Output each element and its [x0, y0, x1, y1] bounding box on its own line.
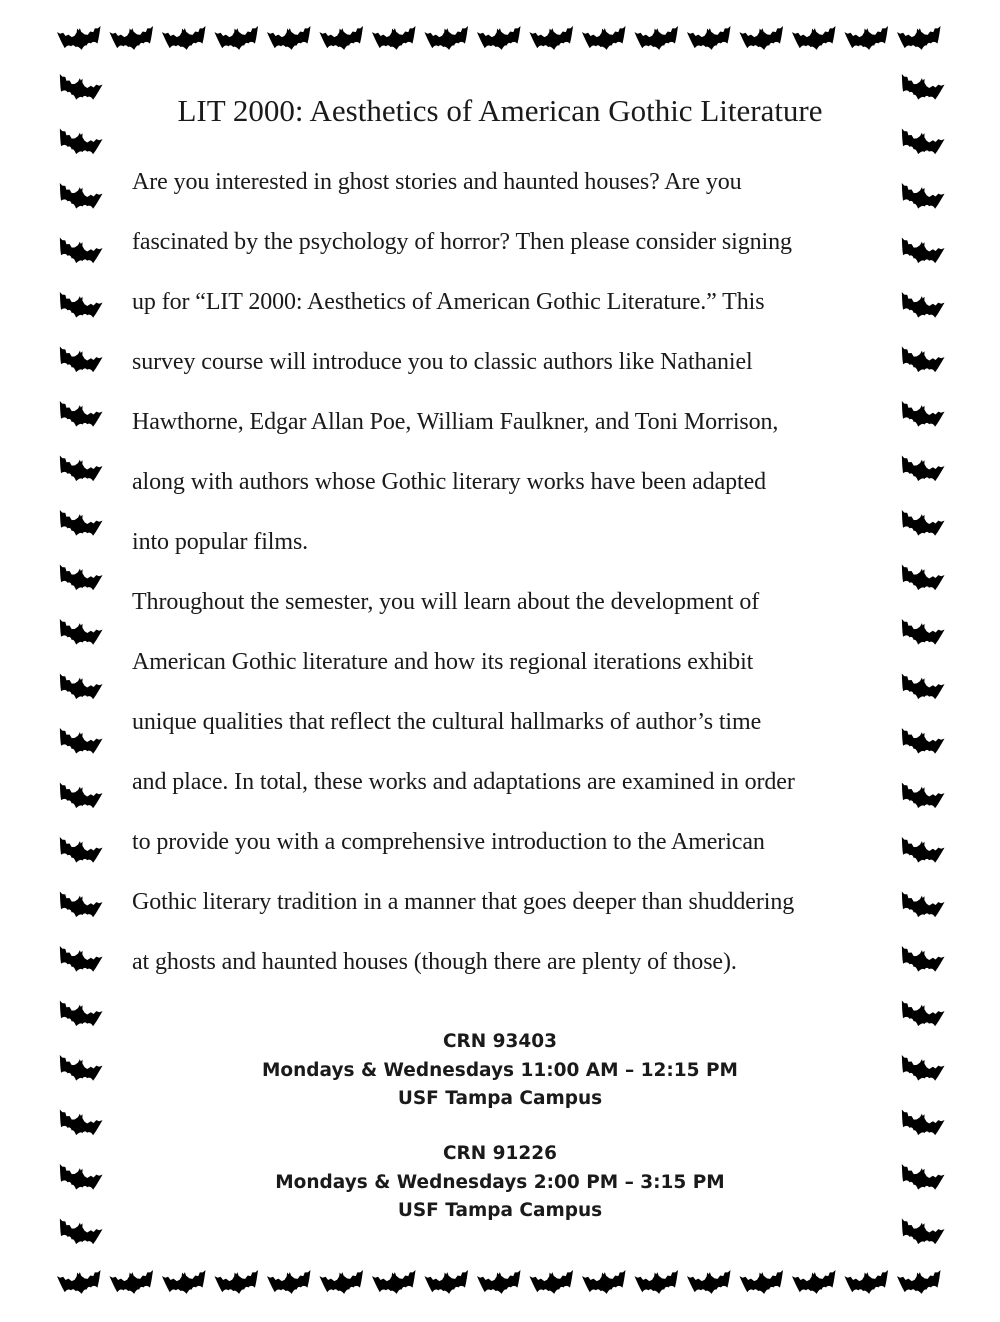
bat-icon: [634, 25, 681, 53]
bat-icon: [424, 25, 471, 53]
bat-icon: [214, 25, 261, 53]
bat-icon: [844, 25, 891, 53]
bat-icon: [897, 25, 944, 53]
paragraph-line: American Gothic literature and how its regional iterations exhibit: [132, 649, 754, 675]
bat-icon: [739, 25, 786, 53]
bat-icon: [529, 1269, 576, 1297]
paragraph-line: and place. In total, these works and adaptations are examined in order: [132, 769, 795, 795]
class-schedule: Mondays & Wednesdays 11:00 AM – 12:15 PM: [262, 1059, 738, 1081]
bat-icon: [844, 1269, 891, 1297]
bat-icon: [687, 1269, 734, 1297]
bat-icon: [55, 618, 103, 650]
paragraph-line: Are you interested in ghost stories and haunted houses? Are you: [132, 169, 742, 195]
bat-icon: [634, 1269, 681, 1297]
bat-icon: [55, 182, 103, 214]
bat-icon: [55, 128, 103, 160]
bat-icon: [897, 727, 945, 759]
bat-icon: [687, 25, 734, 53]
bat-icon: [897, 400, 945, 432]
bat-icon: [897, 182, 945, 214]
bat-icon: [55, 509, 103, 541]
bat-icon: [897, 291, 945, 323]
bat-icon: [897, 509, 945, 541]
bat-icon: [55, 346, 103, 378]
bat-icon: [55, 564, 103, 596]
bat-icon: [214, 1269, 261, 1297]
bat-icon: [319, 25, 366, 53]
bat-icon: [897, 891, 945, 923]
crn-number: CRN 93403: [442, 1031, 558, 1052]
paragraph-line: fascinated by the psychology of horror? Then please consider signing: [132, 229, 792, 255]
bat-icon: [582, 1269, 629, 1297]
paragraph-line: Throughout the semester, you will learn about the development of: [132, 589, 760, 615]
bat-icon: [897, 237, 945, 269]
page-title: LIT 2000: Aesthetics of American Gothic Literature: [177, 93, 823, 128]
bat-icon: [897, 564, 945, 596]
paragraph-line: up for “LIT 2000: Aesthetics of American Gothic Literature.” This: [132, 289, 765, 315]
bat-icon: [897, 346, 945, 378]
bat-icon: [372, 25, 419, 53]
paragraph-line: unique qualities that reflect the cultural hallmarks of author’s time: [132, 709, 762, 735]
bat-icon: [55, 782, 103, 814]
bat-icon: [792, 1269, 839, 1297]
campus-location: USF Tampa Campus: [397, 1200, 603, 1221]
bat-icon: [897, 455, 945, 487]
bat-icon: [55, 836, 103, 868]
bat-icon: [267, 1269, 314, 1297]
paragraph-line: survey course will introduce you to classic authors like Nathaniel: [132, 349, 753, 375]
bat-icon: [897, 128, 945, 160]
bat-icon: [162, 25, 209, 53]
paragraph-line: at ghosts and haunted houses (though there are plenty of those).: [132, 949, 737, 975]
paragraph-line: along with authors whose Gothic literary works have been adapted: [132, 469, 767, 495]
bat-icon: [55, 727, 103, 759]
bat-icon: [57, 25, 104, 53]
bat-icon: [897, 782, 945, 814]
bat-icon: [267, 25, 314, 53]
bat-icon: [897, 618, 945, 650]
bat-icon: [424, 1269, 471, 1297]
campus-location: USF Tampa Campus: [397, 1088, 603, 1109]
bat-icon: [55, 291, 103, 323]
bat-icon: [55, 400, 103, 432]
bat-icon: [897, 673, 945, 705]
bat-icon: [319, 1269, 366, 1297]
bat-icon: [897, 1000, 945, 1032]
paragraph-line: Hawthorne, Edgar Allan Poe, William Faulkner, and Toni Morrison,: [132, 409, 779, 435]
paragraph-line: into popular films.: [132, 529, 309, 555]
paragraph-line: to provide you with a comprehensive introduction to the American: [132, 829, 765, 855]
bat-icon: [477, 1269, 524, 1297]
bat-icon: [55, 1000, 103, 1032]
bat-icon: [55, 455, 103, 487]
bat-icon: [109, 1269, 156, 1297]
paragraph-line: Gothic literary tradition in a manner that goes deeper than shuddering: [132, 889, 795, 915]
bat-icon: [739, 1269, 786, 1297]
bat-icon: [529, 25, 576, 53]
intro-paragraph: [132, 152, 872, 572]
bat-icon: [582, 25, 629, 53]
bat-icon: [372, 1269, 419, 1297]
course-section-info: [0, 1140, 1000, 1226]
bat-icon: [55, 891, 103, 923]
course-section-info: [0, 1028, 1000, 1114]
bat-icon: [162, 1269, 209, 1297]
bat-icon: [109, 25, 156, 53]
bat-icon: [57, 1269, 104, 1297]
bat-icon: [897, 945, 945, 977]
bat-icon: [477, 25, 524, 53]
course-description-paragraph: [132, 572, 872, 992]
bat-icon: [55, 673, 103, 705]
bat-icon: [897, 1269, 944, 1297]
bat-icon: [897, 836, 945, 868]
class-schedule: Mondays & Wednesdays 2:00 PM – 3:15 PM: [275, 1171, 725, 1193]
bat-icon: [55, 945, 103, 977]
bat-icon: [792, 25, 839, 53]
bat-icon: [55, 237, 103, 269]
crn-number: CRN 91226: [442, 1143, 558, 1164]
